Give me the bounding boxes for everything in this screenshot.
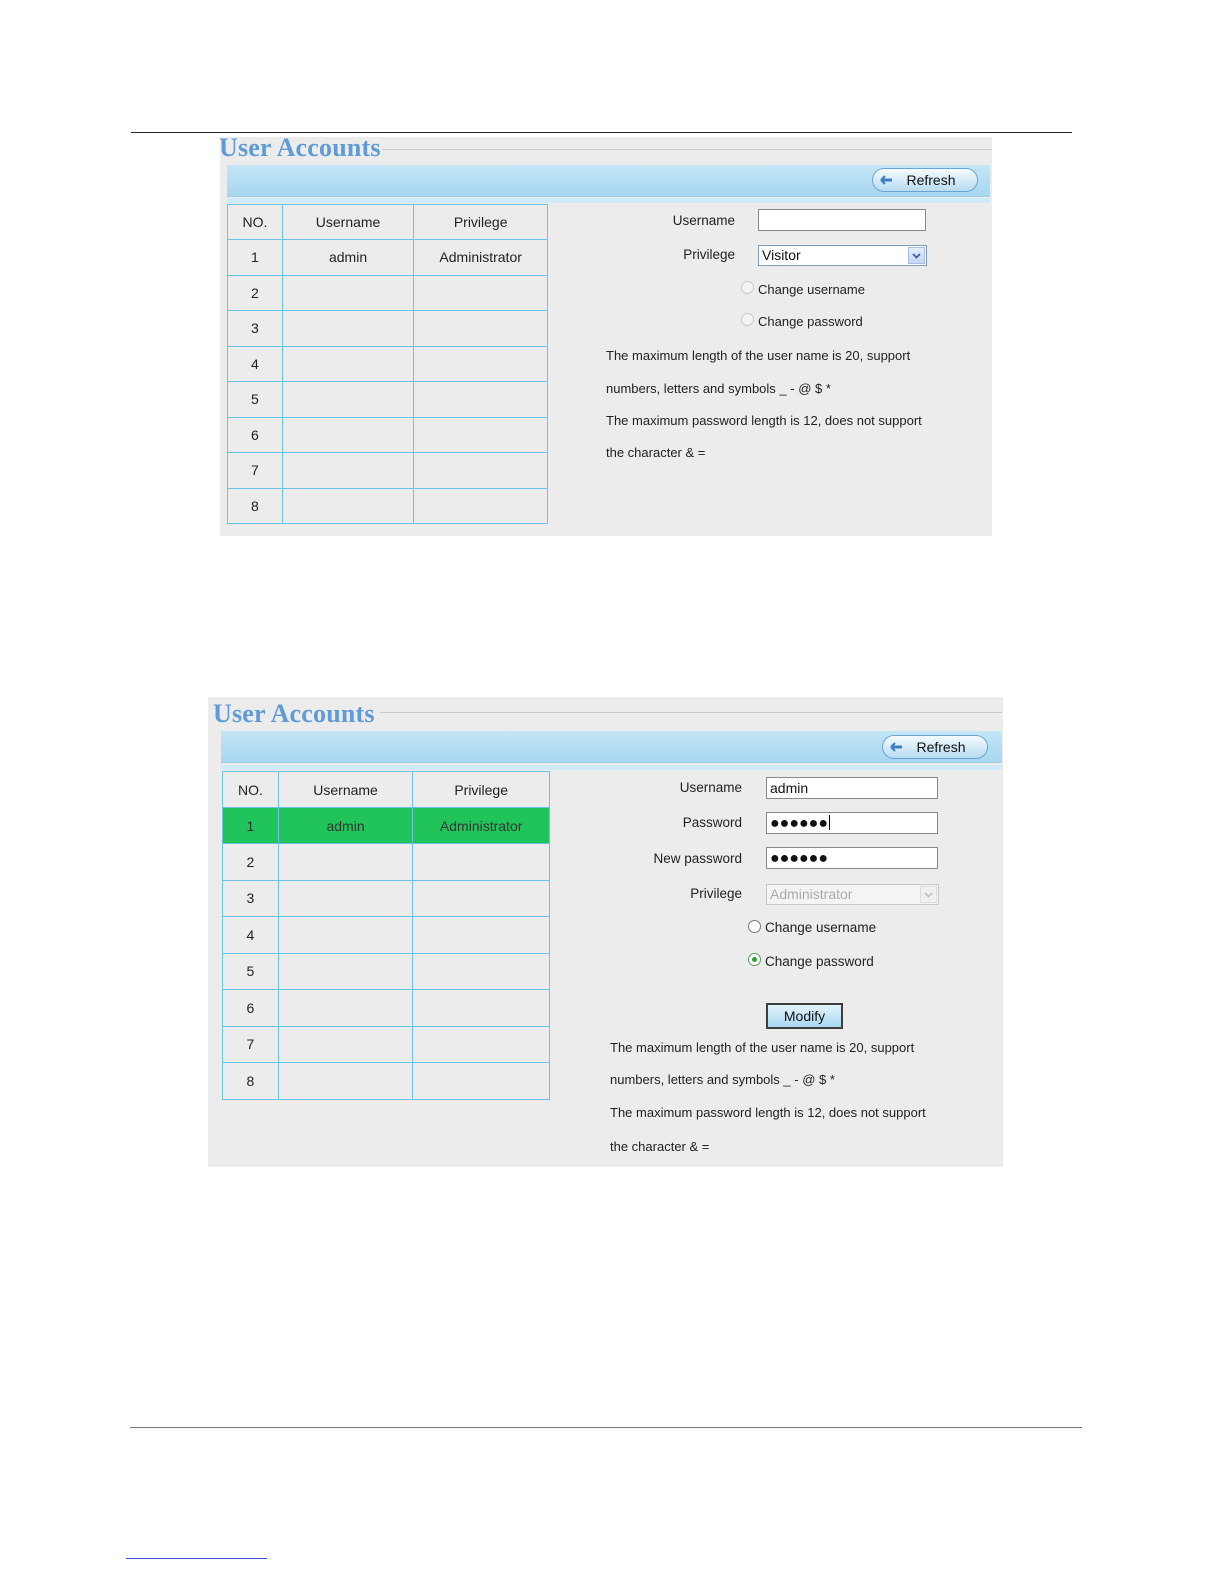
cell-username <box>278 1026 413 1063</box>
cell-no: 8 <box>223 1063 279 1100</box>
privilege-label: Privilege <box>690 886 742 901</box>
cell-privilege <box>413 990 550 1027</box>
title-rule <box>380 712 1002 713</box>
cell-privilege: Administrator <box>413 808 550 844</box>
cell-privilege <box>413 844 550 881</box>
toolbar-underline <box>221 765 1002 770</box>
cell-privilege <box>414 275 548 311</box>
text-cursor <box>829 815 830 830</box>
cell-username <box>278 990 413 1027</box>
change-password-label: Change password <box>765 954 874 969</box>
panel-title: User Accounts <box>213 699 375 728</box>
table-row[interactable] <box>228 311 548 347</box>
cell-privilege <box>414 417 548 453</box>
cell-privilege <box>414 311 548 347</box>
page-bottom-rule <box>130 1427 1082 1428</box>
table-row[interactable] <box>228 382 548 418</box>
cell-username <box>282 275 414 311</box>
change-username-label: Change username <box>758 282 865 297</box>
user-table <box>222 771 550 1100</box>
refresh-arrow-icon <box>889 741 905 753</box>
note-line: the character & = <box>606 445 706 460</box>
table-row[interactable] <box>223 1026 550 1063</box>
cell-privilege <box>413 1063 550 1100</box>
cell-privilege <box>413 880 550 917</box>
password-label: Password <box>682 815 742 830</box>
table-row[interactable] <box>228 275 548 311</box>
cell-username <box>278 953 413 990</box>
note-line: The maximum password length is 12, does not support <box>606 413 922 428</box>
cell-username <box>282 488 414 524</box>
cell-username: admin <box>278 808 413 844</box>
cell-no: 3 <box>223 880 279 917</box>
chevron-down-icon[interactable] <box>908 247 925 264</box>
cell-privilege <box>413 953 550 990</box>
cell-no: 6 <box>223 990 279 1027</box>
cell-no: 3 <box>228 311 283 347</box>
cell-username <box>282 417 414 453</box>
cell-username: admin <box>282 240 414 276</box>
table-row[interactable] <box>228 346 548 382</box>
cell-privilege <box>414 453 548 489</box>
cell-no: 7 <box>223 1026 279 1063</box>
cell-no: 8 <box>228 488 283 524</box>
col-header-username: Username <box>278 772 413 808</box>
footer-link-underline <box>126 1558 267 1559</box>
table-row[interactable] <box>228 453 548 489</box>
table-row[interactable] <box>223 990 550 1027</box>
modify-button[interactable]: Modify <box>766 1003 843 1029</box>
cell-username <box>282 311 414 347</box>
cell-no: 7 <box>228 453 283 489</box>
new-password-value: ●●●●●● <box>770 850 828 867</box>
refresh-label: Refresh <box>906 172 956 188</box>
table-row-selected[interactable] <box>223 808 550 844</box>
refresh-label: Refresh <box>916 739 966 755</box>
refresh-arrow-icon <box>879 174 895 186</box>
table-row[interactable] <box>228 488 548 524</box>
cell-privilege <box>414 382 548 418</box>
cell-no: 5 <box>228 382 283 418</box>
new-password-input[interactable] <box>766 847 938 869</box>
privilege-label: Privilege <box>683 247 735 262</box>
cell-no: 2 <box>223 844 279 881</box>
cell-username <box>282 453 414 489</box>
col-header-no: NO. <box>223 772 279 808</box>
table-row[interactable] <box>223 844 550 881</box>
privilege-selected-value: Administrator <box>770 886 853 902</box>
cell-no: 1 <box>223 808 279 844</box>
cell-no: 6 <box>228 417 283 453</box>
cell-username <box>278 1063 413 1100</box>
privilege-select[interactable] <box>758 245 927 266</box>
cell-username <box>278 917 413 954</box>
change-password-radio[interactable] <box>748 953 761 966</box>
chevron-down-icon[interactable] <box>920 886 937 903</box>
col-header-no: NO. <box>228 205 283 240</box>
note-line: numbers, letters and symbols _ - @ $ * <box>610 1072 835 1087</box>
cell-privilege <box>414 346 548 382</box>
table-row[interactable] <box>223 953 550 990</box>
col-header-privilege: Privilege <box>414 205 548 240</box>
table-row[interactable] <box>228 417 548 453</box>
cell-no: 1 <box>228 240 283 276</box>
table-header-row <box>223 772 550 808</box>
toolbar-underline <box>227 198 990 203</box>
col-header-username: Username <box>282 205 414 240</box>
username-label: Username <box>672 213 735 228</box>
table-header-row <box>228 205 548 240</box>
change-username-radio[interactable] <box>741 281 754 294</box>
refresh-button[interactable] <box>882 735 988 759</box>
note-line: The maximum length of the user name is 20, support <box>606 348 911 363</box>
cell-username <box>282 382 414 418</box>
cell-no: 5 <box>223 953 279 990</box>
note-line: The maximum password length is 12, does not support <box>610 1105 926 1120</box>
cell-privilege <box>414 488 548 524</box>
privilege-select[interactable] <box>766 884 939 905</box>
cell-no: 2 <box>228 275 283 311</box>
table-row[interactable] <box>228 240 548 276</box>
username-input[interactable]: admin <box>766 777 938 799</box>
col-header-privilege: Privilege <box>413 772 550 808</box>
title-rule <box>382 149 992 150</box>
username-input[interactable] <box>758 209 926 231</box>
cell-privilege <box>413 1026 550 1063</box>
cell-username <box>278 844 413 881</box>
cell-no: 4 <box>223 917 279 954</box>
user-table <box>227 204 548 524</box>
privilege-selected-value: Visitor <box>762 247 801 263</box>
cell-privilege <box>413 917 550 954</box>
refresh-button[interactable] <box>872 168 978 192</box>
username-label: Username <box>679 780 742 795</box>
table-row[interactable] <box>223 917 550 954</box>
note-line: numbers, letters and symbols _ - @ $ * <box>606 381 831 396</box>
password-input[interactable] <box>766 812 938 834</box>
note-line: The maximum length of the user name is 20, support <box>610 1040 915 1055</box>
panel-title: User Accounts <box>219 133 381 162</box>
table-row[interactable] <box>223 880 550 917</box>
cell-no: 4 <box>228 346 283 382</box>
cell-username <box>282 346 414 382</box>
password-value: ●●●●●● <box>770 815 828 832</box>
change-username-label: Change username <box>765 920 877 935</box>
table-row[interactable] <box>223 1063 550 1100</box>
new-password-label: New password <box>653 851 742 866</box>
change-password-radio[interactable] <box>741 313 754 326</box>
note-line: the character & = <box>610 1139 710 1154</box>
cell-username <box>278 880 413 917</box>
change-password-label: Change password <box>758 314 863 329</box>
change-username-radio[interactable] <box>748 920 761 933</box>
cell-privilege: Administrator <box>414 240 548 276</box>
